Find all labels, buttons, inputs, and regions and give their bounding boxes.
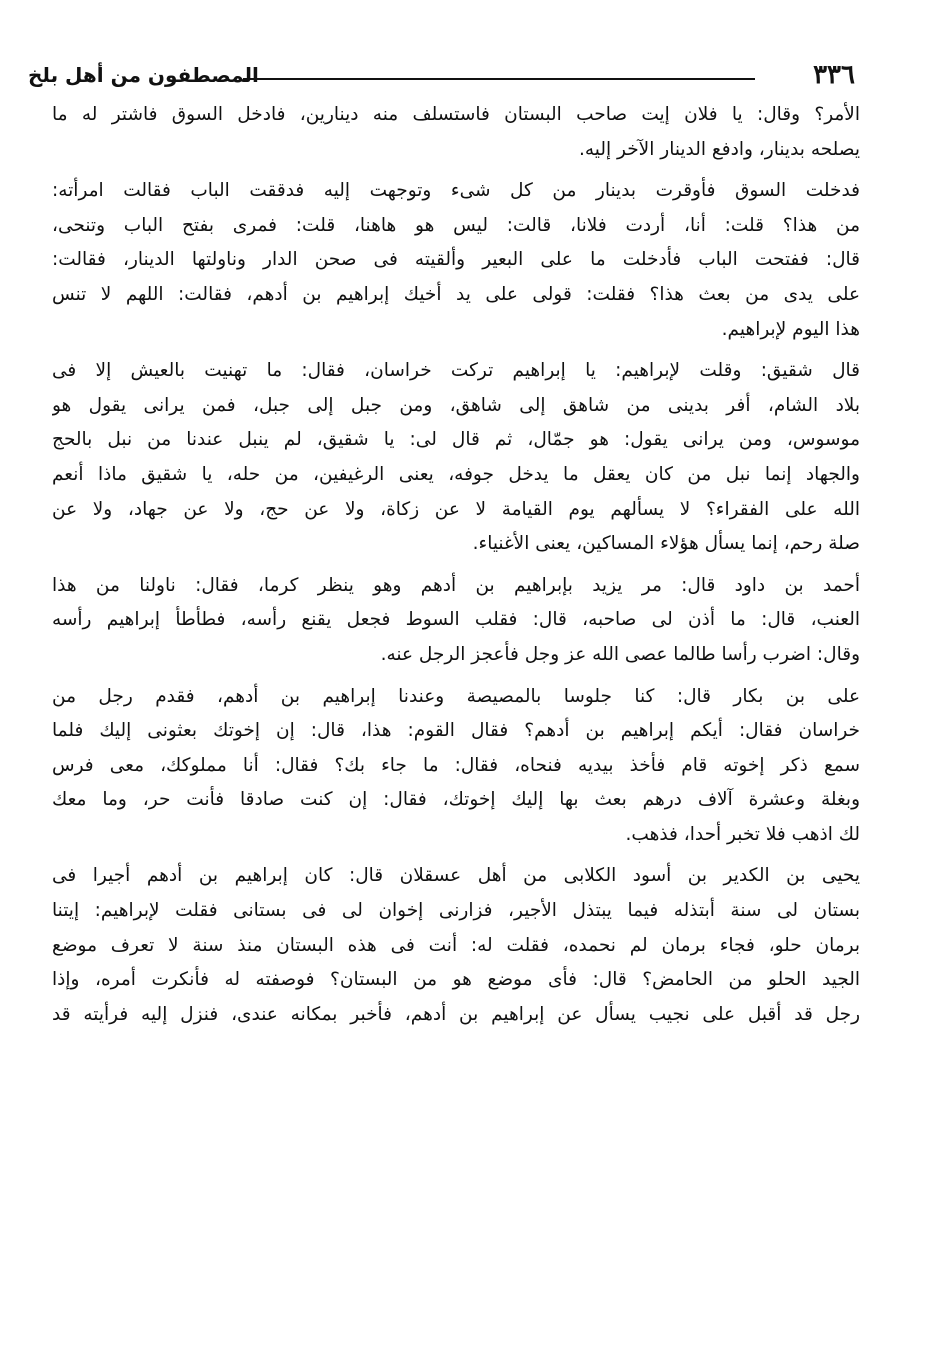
text-line: الأمر؟ وقال: يا فلان إيت صاحب البستان فاستسلف منه دينارين، فادخل السوق فاشتر له ما xyxy=(52,104,860,125)
text-line: وقال: اضرب رأسا طالما عصى الله عز وجل فأعجز الرجل عنه. xyxy=(380,643,860,665)
page-number: ٣٣٦ xyxy=(813,60,855,90)
paragraph xyxy=(52,680,860,853)
header-rule xyxy=(243,78,755,80)
text-line: بلاد الشام، أفر بدينى من شاهق إلى شاهق، ومن جبل إلى جبل، فمن يرانى يقول هو xyxy=(52,394,860,416)
text-line: قال: ففتحت الباب فأدخلت ما على البعير وألقيته فى صحن الدار وناولتها الدينار، فقالت: xyxy=(52,249,860,271)
text-line: موسوس، ومن يرانى يقول: هو جمّال، ثم قال لى: يا شقيق، لم ينبل عندنا من نبل بالحج xyxy=(52,429,860,451)
paragraph xyxy=(52,98,860,167)
text-line: يصلحه بدينار، وادفع الدينار الآخر إليه. xyxy=(579,138,860,160)
text-line: وبغلة وعشرة آلاف درهم بعث بها إليك إخوتك، فقال: إن كنت صادقا فأنت حر، وما معك xyxy=(52,789,860,811)
body-text xyxy=(52,98,860,1039)
text-line: من هذا؟ قلت: أنا، أردت فلانا، قالت: ليس هو هاهنا، قلت: فمرى بفتح الباب وتنحى، xyxy=(52,214,860,236)
text-line: فدخلت السوق فأوقرت بدينار من كل شىء وتوجهت إليه فدققت الباب فقالت امرأته: xyxy=(52,180,860,202)
text-line: برمان حلو، فجاء برمان لم نحمده، فقلت له: أنت فى هذه البستان منذ سنة لا تعرف موضع xyxy=(52,934,860,956)
text-line: بستان لى سنة أبتذله فيما يبتذل الأجير، فزارنى إخوان لى فى بستانى فقلت لإبراهيم: إيتنا xyxy=(52,900,860,922)
text-line: أحمد بن داود قال: مر يزيد بإبراهيم بن أدهم وهو ينظر كرما، فقال: ناولنا من هذا xyxy=(52,574,860,596)
text-line: الجيد الحلو من الحامض؟ قال: فأى موضع هو من البستان؟ فوصفته له فأنكرت أمره، وإذا xyxy=(52,969,860,991)
text-line: صلة رحم، إنما يسأل هؤلاء المساكين، يعنى الأغنياء. xyxy=(472,533,860,555)
text-line: قال شقيق: وقلت لإبراهيم: يا إبراهيم تركت خراسان، فقال: ما تهنيت بالعيش إلا فى xyxy=(52,360,860,382)
paragraph xyxy=(52,569,860,673)
text-line: هذا اليوم لإبراهيم. xyxy=(721,318,860,340)
text-line: لك اذهب فلا تخبر أحدا، فذهب. xyxy=(625,823,860,845)
paragraph xyxy=(52,174,860,347)
text-line: العنب، قال: ما أذن لى صاحبه، قال: فقلب السوط فجعل يقنع رأسه، فطأطأ إبراهيم رأسه xyxy=(52,609,860,631)
paragraph xyxy=(52,859,860,1032)
text-line: يحيى بن الكدير بن أسود الكلابى من أهل عسقلان قال: كان إبراهيم بن أدهم أجيرا فى xyxy=(52,865,860,887)
text-line: على يدى من بعث هذا؟ فقلت: قولى على يد أخيك إبراهيم بن أدهم، فقالت: اللهم لا تنس xyxy=(52,283,860,305)
paragraph xyxy=(52,354,860,562)
running-head xyxy=(28,58,855,98)
text-line: على بن بكار قال: كنا جلوسا بالمصيصة وعندنا إبراهيم بن أدهم، فقدم رجل من xyxy=(52,685,860,707)
text-line: رجل قد أقبل على نجيب يسأل عن إبراهيم بن أدهم، فأخبر بمكانه عندى، فنزل إليه فرأيته قد xyxy=(52,1003,860,1025)
running-title: المصطفون من أهل بلخ xyxy=(28,63,259,87)
text-line: الله على الفقراء؟ لا يسألهم يوم القيامة لا عن زكاة، ولا عن حج، ولا عن جهاد، ولا عن xyxy=(52,498,860,520)
text-line: والجهاد إنما نبل من كان يعقل ما يدخل جوفه، يعنى الرغيفين، من حله، يا شقيق ماذا أنعم xyxy=(52,463,860,485)
text-line: سمع ذكر إخوته قام فأخذ بيديه فنحاه، فقال: ما جاء بك؟ فقال: أنا مملوكك، معى فرس xyxy=(52,754,860,776)
text-line: خراسان فقال: أيكم إبراهيم بن أدهم؟ فقال القوم: هذا، قال: إن إخوتك بعثونى إليك فلما xyxy=(52,720,860,742)
